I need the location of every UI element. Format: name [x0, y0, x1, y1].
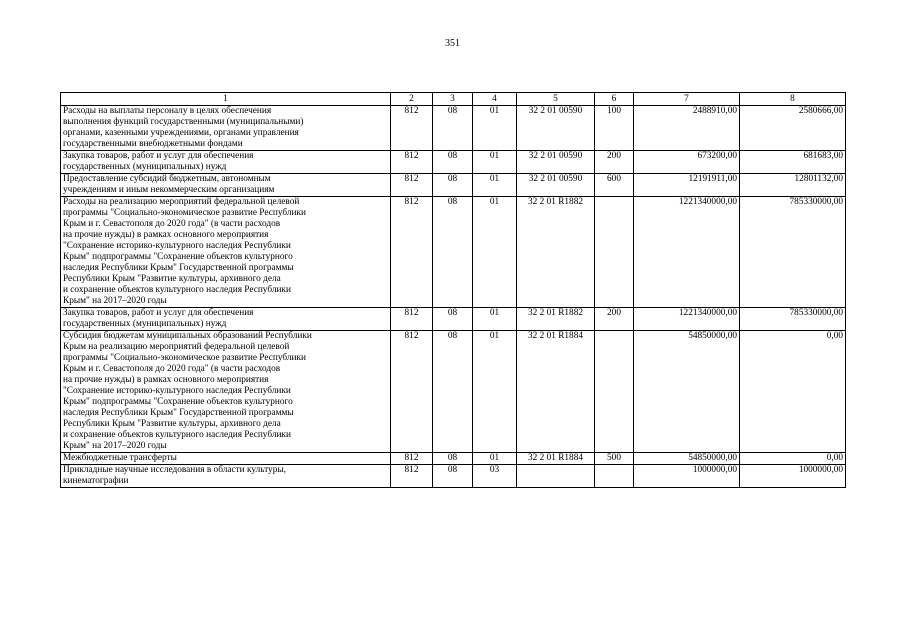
amount-col-7: 1221340000,00 — [634, 308, 740, 331]
expense-type-code: 100 — [595, 106, 634, 151]
expense-type-code: 600 — [595, 174, 634, 197]
row-description: Субсидия бюджетам муниципальных образований Республики Крым на реализацию мероприятий федеральной целевой программы "Социально-экономическое развитие Республики Крым и г. Севастополя до 2020 года" (в части расходов на прочие нужды) в рамках основного мероприятия "Сохранение историко-культурного наследия Республики Крым" подпрограммы "Сохранение объектов культурного наследия Республики Крым" Государственной программы Республики Крым "Развитие культуры, архивного дела и сохранение объектов культурного наследия Республики Крым" на 2017–2020 годы — [61, 331, 391, 453]
header-col-5: 5 — [517, 93, 595, 106]
ministry-code: 812 — [391, 106, 433, 151]
subsection-code: 01 — [473, 453, 517, 465]
target-article-code: 32 2 01 00590 — [517, 106, 595, 151]
expense-type-code: 200 — [595, 308, 634, 331]
amount-col-8: 12801132,00 — [740, 174, 846, 197]
subsection-code: 01 — [473, 106, 517, 151]
table-row — [61, 465, 846, 488]
ministry-code: 812 — [391, 465, 433, 488]
header-col-4: 4 — [473, 93, 517, 106]
ministry-code: 812 — [391, 453, 433, 465]
table-row — [61, 151, 846, 174]
section-code: 08 — [433, 174, 473, 197]
amount-col-7: 54850000,00 — [634, 331, 740, 453]
expense-type-code — [595, 465, 634, 488]
target-article-code — [517, 465, 595, 488]
row-description: Расходы на выплаты персоналу в целях обеспечения выполнения функций государственными (муниципальными) органами, казенными учреждениями, органами управления государственными внебюджетными фондами — [61, 106, 391, 151]
page-number: 351 — [445, 38, 460, 49]
expense-type-code — [595, 331, 634, 453]
header-col-8: 8 — [740, 93, 846, 106]
amount-col-8: 0,00 — [740, 331, 846, 453]
table-row — [61, 197, 846, 308]
target-article-code: 32 2 01 R1882 — [517, 197, 595, 308]
header-col-2: 2 — [391, 93, 433, 106]
amount-col-7: 12191911,00 — [634, 174, 740, 197]
subsection-code: 01 — [473, 151, 517, 174]
header-col-3: 3 — [433, 93, 473, 106]
table-row — [61, 174, 846, 197]
amount-col-7: 1221340000,00 — [634, 197, 740, 308]
subsection-code: 01 — [473, 197, 517, 308]
target-article-code: 32 2 01 00590 — [517, 174, 595, 197]
amount-col-8: 0,00 — [740, 453, 846, 465]
row-description: Предоставление субсидий бюджетным, автономным учреждениям и иным некоммерческим организациям — [61, 174, 391, 197]
table-row — [61, 331, 846, 453]
ministry-code: 812 — [391, 308, 433, 331]
section-code: 08 — [433, 151, 473, 174]
row-description: Межбюджетные трансферты — [61, 453, 391, 465]
expense-type-code: 500 — [595, 453, 634, 465]
ministry-code: 812 — [391, 197, 433, 308]
amount-col-8: 1000000,00 — [740, 465, 846, 488]
ministry-code: 812 — [391, 331, 433, 453]
expense-type-code: 200 — [595, 151, 634, 174]
row-description: Закупка товаров, работ и услуг для обеспечения государственных (муниципальных) нужд — [61, 308, 391, 331]
section-code: 08 — [433, 465, 473, 488]
subsection-code: 01 — [473, 308, 517, 331]
table-row — [61, 106, 846, 151]
target-article-code: 32 2 01 R1884 — [517, 453, 595, 465]
target-article-code: 32 2 01 R1884 — [517, 331, 595, 453]
amount-col-8: 785330000,00 — [740, 197, 846, 308]
amount-col-7: 54850000,00 — [634, 453, 740, 465]
amount-col-7: 1000000,00 — [634, 465, 740, 488]
section-code: 08 — [433, 331, 473, 453]
amount-col-8: 785330000,00 — [740, 308, 846, 331]
section-code: 08 — [433, 308, 473, 331]
header-col-7: 7 — [634, 93, 740, 106]
header-col-6: 6 — [595, 93, 634, 106]
subsection-code: 03 — [473, 465, 517, 488]
row-description: Расходы на реализацию мероприятий федеральной целевой программы "Социально-экономическое развитие Республики Крым и г. Севастополя до 2020 года" (в части расходов на прочие нужды) в рамках основного мероприятия "Сохранение историко-культурного наследия Республики Крым" подпрограммы "Сохранение объектов культурного наследия Республики Крым" Государственной программы Республики Крым "Развитие культуры, архивного дела и сохранение объектов культурного наследия Республики Крым" на 2017–2020 годы — [61, 197, 391, 308]
target-article-code: 32 2 01 R1882 — [517, 308, 595, 331]
subsection-code: 01 — [473, 331, 517, 453]
table-row — [61, 453, 846, 465]
section-code: 08 — [433, 197, 473, 308]
table-row — [61, 308, 846, 331]
row-description: Прикладные научные исследования в области культуры, кинематографии — [61, 465, 391, 488]
amount-col-8: 681683,00 — [740, 151, 846, 174]
expense-type-code — [595, 197, 634, 308]
target-article-code: 32 2 01 00590 — [517, 151, 595, 174]
section-code: 08 — [433, 106, 473, 151]
amount-col-8: 2580666,00 — [740, 106, 846, 151]
header-row — [61, 93, 846, 106]
amount-col-7: 2488910,00 — [634, 106, 740, 151]
ministry-code: 812 — [391, 174, 433, 197]
subsection-code: 01 — [473, 174, 517, 197]
budget-table — [60, 92, 846, 488]
row-description: Закупка товаров, работ и услуг для обеспечения государственных (муниципальных) нужд — [61, 151, 391, 174]
ministry-code: 812 — [391, 151, 433, 174]
section-code: 08 — [433, 453, 473, 465]
header-col-1: 1 — [61, 93, 391, 106]
amount-col-7: 673200,00 — [634, 151, 740, 174]
